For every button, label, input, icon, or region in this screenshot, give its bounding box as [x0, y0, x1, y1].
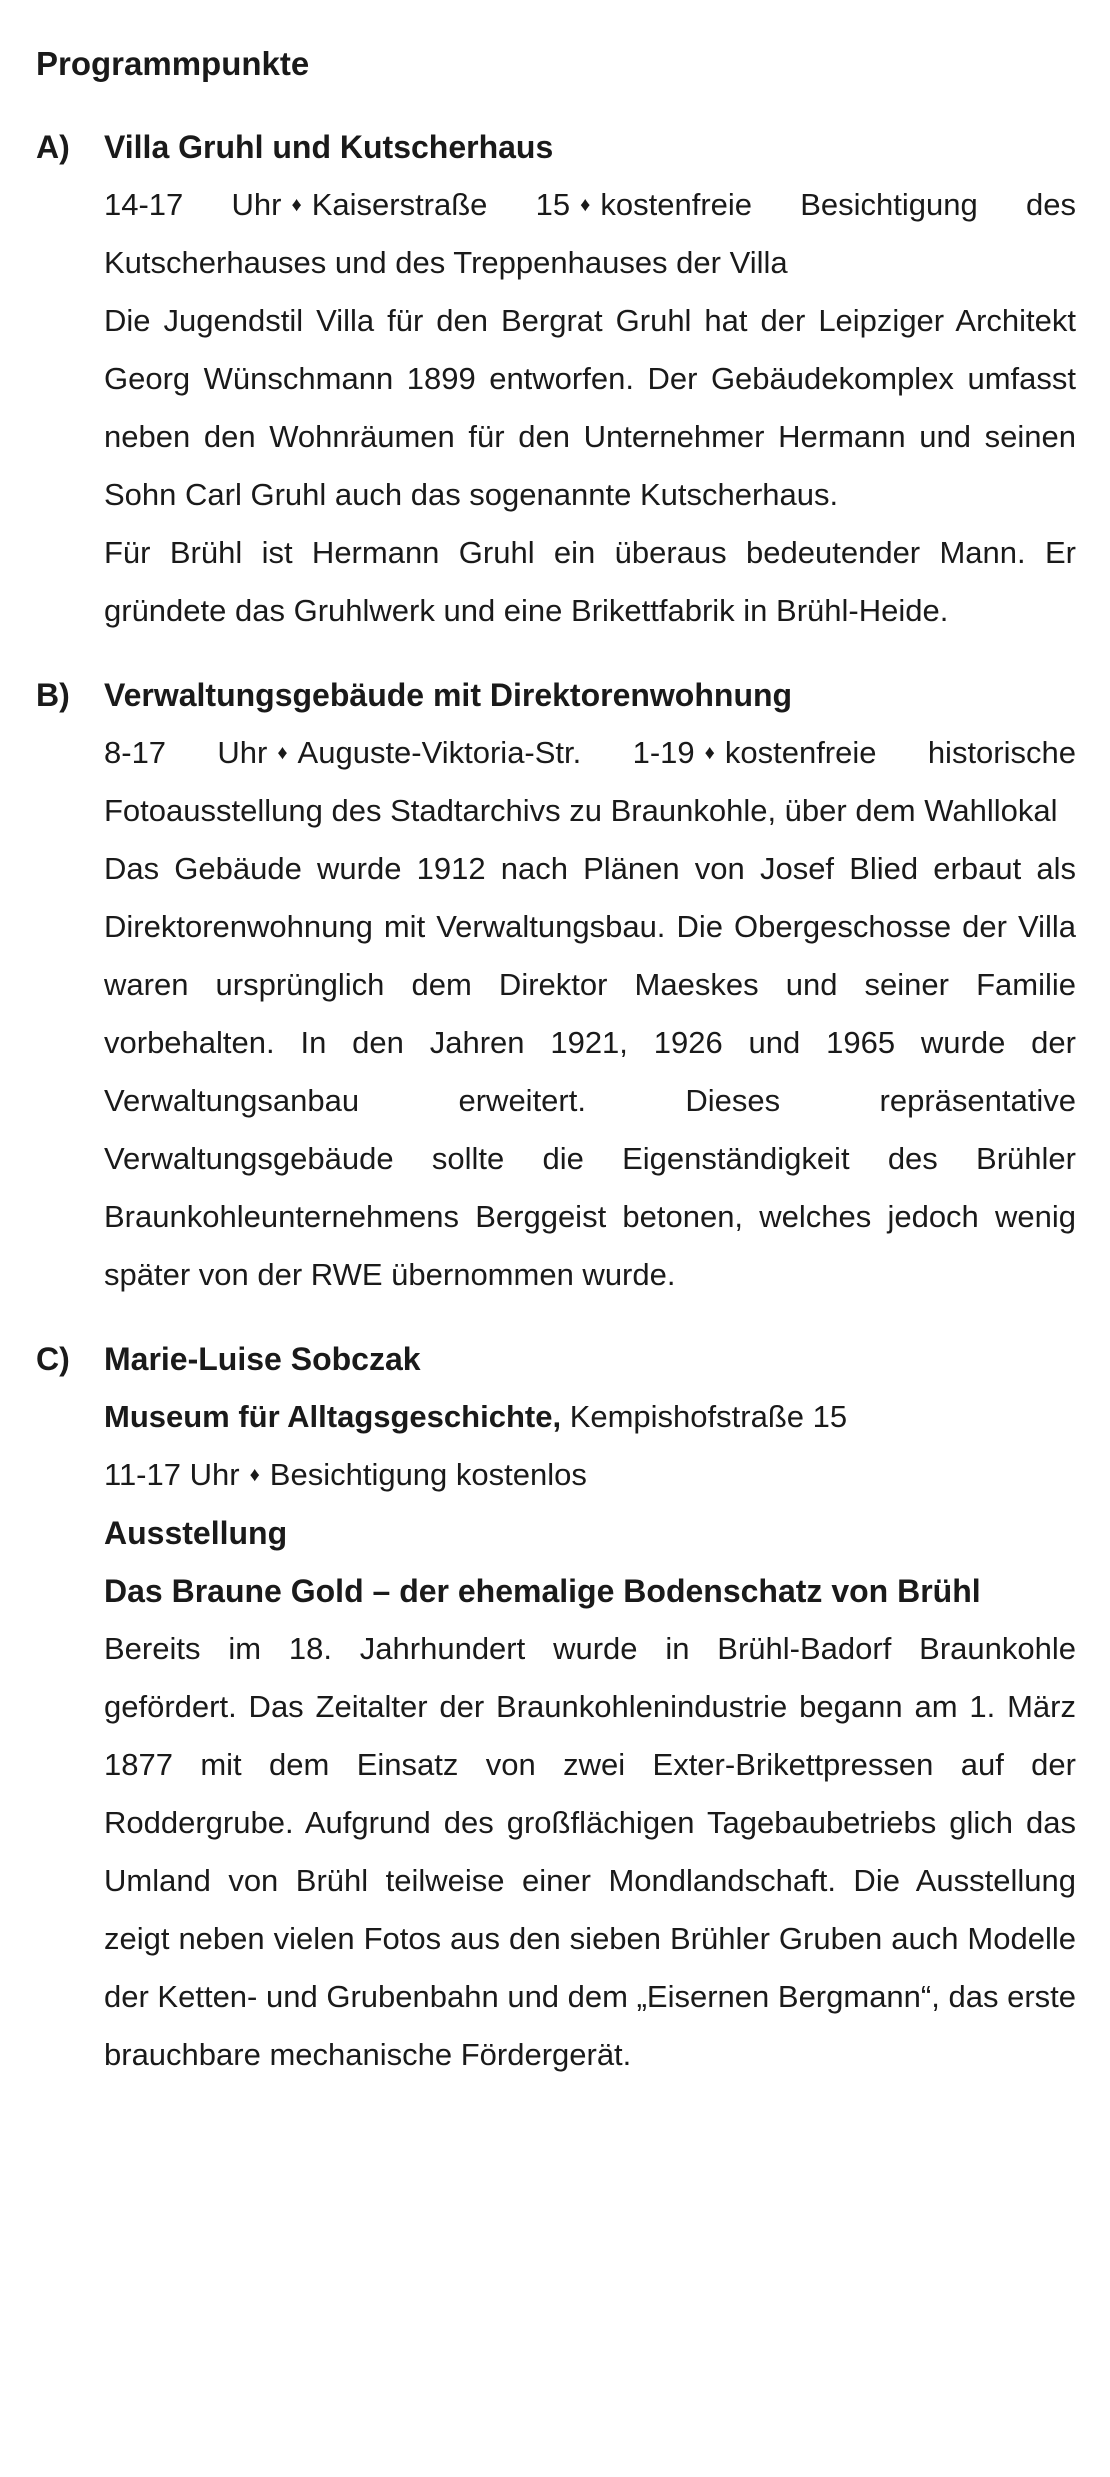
diamond-separator-icon: ♦	[277, 742, 288, 764]
item-offer: kostenfreie Besichtigung des Kutscherhauses und des Treppenhauses der Villa	[104, 187, 1076, 280]
item-title: Marie-Luise Sobczak	[104, 1341, 421, 1377]
page-title: Programmpunkte	[36, 45, 310, 82]
item-museum-line	[104, 1388, 1076, 1446]
document-page	[36, 40, 1076, 2110]
item-details	[104, 176, 1076, 292]
item-address: Kempishofstraße 15	[569, 1399, 848, 1434]
item-title: Verwaltungsgebäude mit Direktorenwohnung	[104, 677, 793, 713]
diamond-separator-icon: ♦	[249, 1464, 260, 1486]
item-paragraph: Das Gebäude wurde 1912 nach Plänen von Josef Blied erbaut als Direktorenwohnung mit Verwaltungsbau. Die Obergeschosse der Villa waren ursprünglich dem Direktor Maeskes und seiner Familie vorbehalten. In den Jahren 1921, 1926 und 1965 wurde der Verwaltungsanbau erweitert. Dieses repräsentative Verwaltungsgebäude sollte die Eigenständigkeit des Brühler Braunkohleunternehmens Berggeist betonen, welches jedoch wenig später von der RWE übernommen wurde.	[104, 851, 1076, 1292]
item-location: Auguste-Viktoria-Str. 1-19	[297, 735, 695, 770]
item-paragraph: Die Jugendstil Villa für den Bergrat Gruhl hat der Leipziger Architekt Georg Wünschmann 1899 entworfen. Der Gebäudekomplex umfasst neben den Wohnräumen für den Unternehmer Hermann und seinen Sohn Carl Gruhl auch das sogenannte Kutscherhaus.	[104, 303, 1076, 512]
diamond-separator-icon: ♦	[291, 194, 302, 216]
item-paragraph: Für Brühl ist Hermann Gruhl ein überaus bedeutender Mann. Er gründete das Gruhlwerk und eine Brikettfabrik in Brühl-Heide.	[104, 535, 1076, 628]
item-time: 8-17 Uhr	[104, 735, 268, 770]
item-letter: B)	[36, 677, 70, 713]
program-item-c	[36, 1330, 1076, 2084]
item-details	[104, 724, 1076, 840]
exhibition-title: Das Braune Gold – der ehemalige Bodenschatz von Brühl	[104, 1573, 981, 1609]
item-details	[104, 1446, 1076, 1504]
program-item-a	[36, 118, 1076, 640]
item-offer: Besichtigung kostenlos	[269, 1457, 587, 1492]
diamond-separator-icon: ♦	[704, 742, 715, 764]
item-museum: Museum für Alltagsgeschichte,	[104, 1399, 562, 1434]
item-offer: kostenfreie historische Fotoausstellung des Stadtarchivs zu Braunkohle, über dem Wahllokal	[104, 735, 1076, 828]
item-time: 14-17 Uhr	[104, 187, 282, 222]
item-time: 11-17 Uhr	[104, 1457, 240, 1492]
item-paragraph: Bereits im 18. Jahrhundert wurde in Brühl-Badorf Braunkohle gefördert. Das Zeitalter der Braunkohlenindustrie begann am 1. März 1877 mit dem Einsatz von zwei Exter-Brikettpressen auf der Roddergrube. Aufgrund des großflächigen Tagebaubetriebs glich das Umland von Brühl teilweise einer Mondlandschaft. Die Ausstellung zeigt neben vielen Fotos aus den sieben Brühler Gruben auch Modelle der Ketten- und Grubenbahn und dem „Eisernen Bergmann“, das erste brauchbare mechanische Fördergerät.	[104, 1631, 1076, 2072]
item-letter: C)	[36, 1341, 70, 1377]
item-title: Villa Gruhl und Kutscherhaus	[104, 129, 554, 165]
exhibition-label: Ausstellung	[104, 1515, 288, 1551]
program-item-b	[36, 666, 1076, 1304]
item-letter: A)	[36, 129, 70, 165]
item-location: Kaiserstraße 15	[311, 187, 571, 222]
diamond-separator-icon: ♦	[580, 194, 591, 216]
